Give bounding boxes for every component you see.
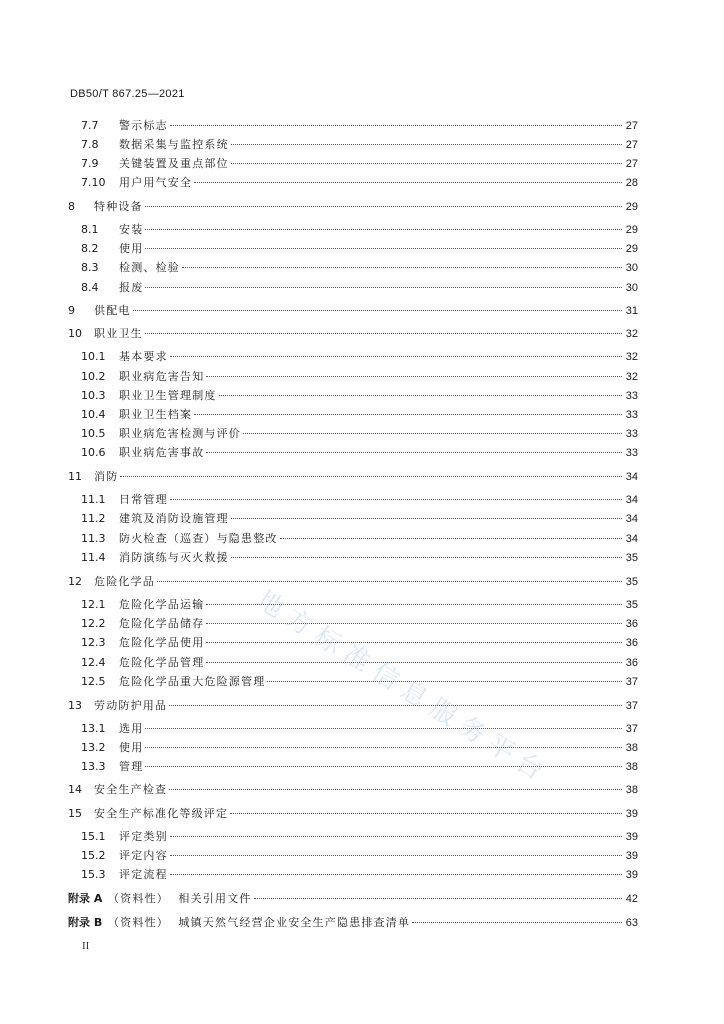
toc-entry-title: 职业病危害事故 [119, 446, 205, 459]
toc-entry[interactable] [81, 847, 638, 865]
toc-entry[interactable] [68, 573, 638, 591]
toc-entry-title: 建筑及消防设施管理 [119, 512, 229, 525]
toc-entry-title: 危险化学品运输 [119, 598, 205, 611]
toc-entry-title: 使用 [119, 741, 144, 754]
dot-leader [231, 557, 622, 558]
dot-leader [145, 287, 622, 288]
toc-entry-page: 36 [625, 657, 638, 669]
toc-entry[interactable] [68, 914, 638, 932]
toc-entry-number: 10.3 [81, 389, 106, 402]
toc-entry-title: 职业卫生管理制度 [119, 389, 217, 402]
toc-entry-page: 32 [625, 328, 638, 340]
toc-entry[interactable] [81, 221, 638, 239]
toc-entry-title: 报废 [119, 281, 144, 294]
dot-leader [145, 248, 622, 249]
toc-entry[interactable] [81, 240, 638, 258]
toc-entry-page: 33 [625, 390, 638, 402]
toc-entry[interactable] [81, 136, 638, 154]
toc-entry-page: 32 [625, 371, 638, 383]
toc-entry-title: 职业病危害告知 [119, 370, 205, 383]
toc-entry-number: 7.9 [81, 157, 99, 170]
dot-leader [412, 922, 622, 923]
toc-entry-page: 35 [625, 552, 638, 564]
toc-entry-page: 38 [625, 742, 638, 754]
toc-entry-page: 33 [625, 409, 638, 421]
dot-leader [230, 813, 622, 814]
dot-leader [145, 206, 622, 207]
toc-entry-number: 10.5 [81, 427, 106, 440]
toc-entry-title: 安全生产检查 [94, 783, 168, 796]
toc-entry[interactable] [81, 259, 638, 277]
toc-entry-page: 37 [625, 676, 638, 688]
toc-entry-title: 基本要求 [119, 350, 168, 363]
toc-entry-number: 12.1 [81, 598, 106, 611]
toc-entry-page: 37 [625, 700, 638, 712]
toc-entry-number: 10.1 [81, 350, 106, 363]
dot-leader [170, 356, 622, 357]
toc-entry-title: 使用 [119, 242, 144, 255]
toc-entry-number: 15.1 [81, 830, 106, 843]
toc-entry-number: 8.4 [81, 281, 99, 294]
toc-entry-number: 8 [68, 200, 75, 213]
toc-entry[interactable] [81, 510, 638, 528]
toc-entry-title: 供配电 [94, 304, 131, 317]
toc-entry-page: 39 [625, 808, 638, 820]
toc-entry-title: 职业病危害检测与评价 [119, 427, 241, 440]
toc-entry-number: 15 [68, 807, 82, 820]
toc-entry-page: 36 [625, 637, 638, 649]
toc-entry-title: 评定内容 [119, 849, 168, 862]
toc-entry-number: 13.2 [81, 741, 106, 754]
toc-entry[interactable] [81, 596, 638, 614]
toc-entry[interactable] [81, 348, 638, 366]
toc-entry[interactable] [68, 468, 638, 486]
toc-entry-number: 15.2 [81, 849, 106, 862]
toc-entry-title: 危险化学品储存 [119, 617, 205, 630]
dot-leader [206, 452, 622, 453]
toc-entry-number: 附录 A [68, 892, 103, 905]
toc-entry-title: 评定流程 [119, 868, 168, 881]
toc-entry-page: 35 [625, 576, 638, 588]
toc-entry-title: 危险化学品管理 [119, 656, 205, 669]
toc-entry[interactable] [81, 425, 638, 443]
dot-leader [145, 229, 622, 230]
toc-entry-number: 15.3 [81, 868, 106, 881]
toc-entry[interactable] [81, 406, 638, 424]
toc-entry-title: 消防 [94, 470, 119, 483]
toc-entry[interactable] [68, 198, 638, 216]
dot-leader [231, 518, 622, 519]
toc-entry[interactable] [81, 615, 638, 633]
toc-entry-page: 30 [625, 262, 638, 274]
dot-leader [145, 747, 622, 748]
dot-leader [133, 310, 622, 311]
toc-entry[interactable] [68, 805, 638, 823]
toc-entry-title: 防火检查（巡查）与隐患整改 [119, 532, 278, 545]
toc-entry-number: 10 [68, 327, 82, 340]
dot-leader [206, 376, 622, 377]
dot-leader [145, 728, 622, 729]
toc-entry[interactable] [68, 890, 638, 908]
toc-entry[interactable] [81, 720, 638, 738]
toc-entry-number: 12.2 [81, 617, 106, 630]
toc-entry-page: 29 [625, 224, 638, 236]
toc-entry-title: 消防演练与灭火救援 [119, 551, 229, 564]
toc-entry-page: 39 [625, 831, 638, 843]
dot-leader [231, 144, 622, 145]
dot-leader [120, 476, 622, 477]
toc-entry-page: 27 [625, 158, 638, 170]
toc-entry-title: 特种设备 [94, 200, 143, 213]
toc-entry-title: 安全生产标准化等级评定 [94, 807, 229, 820]
toc-entry-title: （资料性） 城镇天然气经营企业安全生产隐患排查清单 [108, 916, 411, 929]
toc-entry[interactable] [81, 530, 638, 548]
toc-entry-number: 11.2 [81, 512, 106, 525]
toc-entry-page: 27 [625, 120, 638, 132]
toc-entry[interactable] [81, 866, 638, 884]
toc-entry-number: 7.7 [81, 119, 99, 132]
toc-entry-number: 10.2 [81, 370, 106, 383]
dot-leader [280, 538, 622, 539]
toc-entry-title: 评定类别 [119, 830, 168, 843]
toc-entry-title: 危险化学品 [94, 575, 155, 588]
toc-entry[interactable] [81, 491, 638, 509]
toc-entry-page: 30 [625, 282, 638, 294]
toc-entry-page: 63 [625, 917, 638, 929]
toc-entry-number: 7.10 [81, 176, 106, 189]
toc-entry-title: 危险化学品使用 [119, 636, 205, 649]
toc-entry-page: 38 [625, 761, 638, 773]
dot-leader [243, 433, 622, 434]
toc-entry-page: 35 [625, 599, 638, 611]
toc-entry[interactable] [81, 828, 638, 846]
toc-entry-title: 职业卫生 [94, 327, 143, 340]
toc-entry-title: 用户用气安全 [119, 176, 193, 189]
dot-leader [206, 642, 622, 643]
toc-entry-page: 31 [625, 305, 638, 317]
toc-entry-title: 日常管理 [119, 493, 168, 506]
toc-entry-number: 14 [68, 783, 82, 796]
toc-entry-page: 34 [625, 471, 638, 483]
dot-leader [254, 898, 622, 899]
dot-leader [219, 395, 622, 396]
dot-leader [170, 125, 622, 126]
dot-leader [170, 836, 622, 837]
toc-entry-page: 42 [625, 893, 638, 905]
toc-entry-title: 选用 [119, 722, 144, 735]
toc-entry-title: 职业卫生档案 [119, 408, 193, 421]
toc-entry[interactable] [81, 174, 638, 192]
toc-entry-number: 9 [68, 304, 75, 317]
toc-entry-title: （资料性） 相关引用文件 [108, 892, 252, 905]
toc-entry-page: 34 [625, 533, 638, 545]
toc-entry-title: 管理 [119, 760, 144, 773]
toc-entry-page: 39 [625, 869, 638, 881]
page-number: II [82, 940, 90, 952]
toc-entry-page: 33 [625, 428, 638, 440]
toc-entry-page: 38 [625, 784, 638, 796]
toc-entry-number: 7.8 [81, 138, 99, 151]
toc-entry-number: 13.1 [81, 722, 106, 735]
dot-leader [267, 681, 622, 682]
toc-entry[interactable] [81, 444, 638, 462]
toc-entry-page: 29 [625, 243, 638, 255]
toc-entry-title: 安装 [119, 223, 144, 236]
toc-entry-number: 12.4 [81, 656, 106, 669]
dot-leader [169, 705, 622, 706]
toc-entry-number: 11.1 [81, 493, 106, 506]
toc-entry-title: 劳动防护用品 [94, 699, 168, 712]
toc-entry[interactable] [81, 368, 638, 386]
toc-entry-title: 检测、检验 [119, 261, 180, 274]
dot-leader [194, 182, 622, 183]
toc-entry-number: 11.3 [81, 532, 106, 545]
toc-entry[interactable] [68, 325, 638, 343]
toc-entry-number: 11 [68, 470, 82, 483]
document-code: DB50/T 867.25—2021 [70, 88, 185, 100]
watermark: 地方标准信息服务平台 [250, 585, 556, 791]
toc-entry[interactable] [81, 117, 638, 135]
toc-entry-number: 13 [68, 699, 82, 712]
dot-leader [157, 581, 622, 582]
dot-leader [170, 855, 622, 856]
toc-entry-number: 12.5 [81, 675, 106, 688]
toc-entry-number: 12.3 [81, 636, 106, 649]
dot-leader [206, 662, 622, 663]
toc-entry[interactable] [81, 549, 638, 567]
toc-entry-number: 8.1 [81, 223, 99, 236]
toc-entry-title: 关键装置及重点部位 [119, 157, 229, 170]
toc-entry-number: 11.4 [81, 551, 106, 564]
toc-entry-number: 8.3 [81, 261, 99, 274]
toc-entry-page: 34 [625, 494, 638, 506]
dot-leader [145, 333, 622, 334]
dot-leader [194, 414, 622, 415]
toc-entry[interactable] [81, 387, 638, 405]
toc-entry-title: 危险化学品重大危险源管理 [119, 675, 266, 688]
toc-entry[interactable] [81, 739, 638, 757]
toc-entry[interactable] [81, 279, 638, 297]
toc-entry-number: 13.3 [81, 760, 106, 773]
toc-entry-page: 33 [625, 447, 638, 459]
toc-entry-title: 数据采集与监控系统 [119, 138, 229, 151]
toc-entry-page: 36 [625, 618, 638, 630]
toc-entry[interactable] [81, 155, 638, 173]
toc-entry-page: 27 [625, 139, 638, 151]
toc-entry-number: 12 [68, 575, 82, 588]
toc-entry[interactable] [68, 697, 638, 715]
toc-entry-number: 8.2 [81, 242, 99, 255]
toc-entry-number: 附录 B [68, 916, 103, 929]
toc-entry-number: 10.6 [81, 446, 106, 459]
dot-leader [170, 874, 622, 875]
toc-entry-page: 29 [625, 201, 638, 213]
toc-entry[interactable] [68, 302, 638, 320]
dot-leader [231, 163, 622, 164]
toc-entry-page: 37 [625, 723, 638, 735]
toc-entry-page: 28 [625, 177, 638, 189]
dot-leader [182, 267, 622, 268]
toc-entry-page: 39 [625, 850, 638, 862]
toc-entry-page: 32 [625, 351, 638, 363]
dot-leader [170, 499, 622, 500]
toc-entry-page: 34 [625, 513, 638, 525]
toc-entry-title: 警示标志 [119, 119, 168, 132]
toc-entry-number: 10.4 [81, 408, 106, 421]
